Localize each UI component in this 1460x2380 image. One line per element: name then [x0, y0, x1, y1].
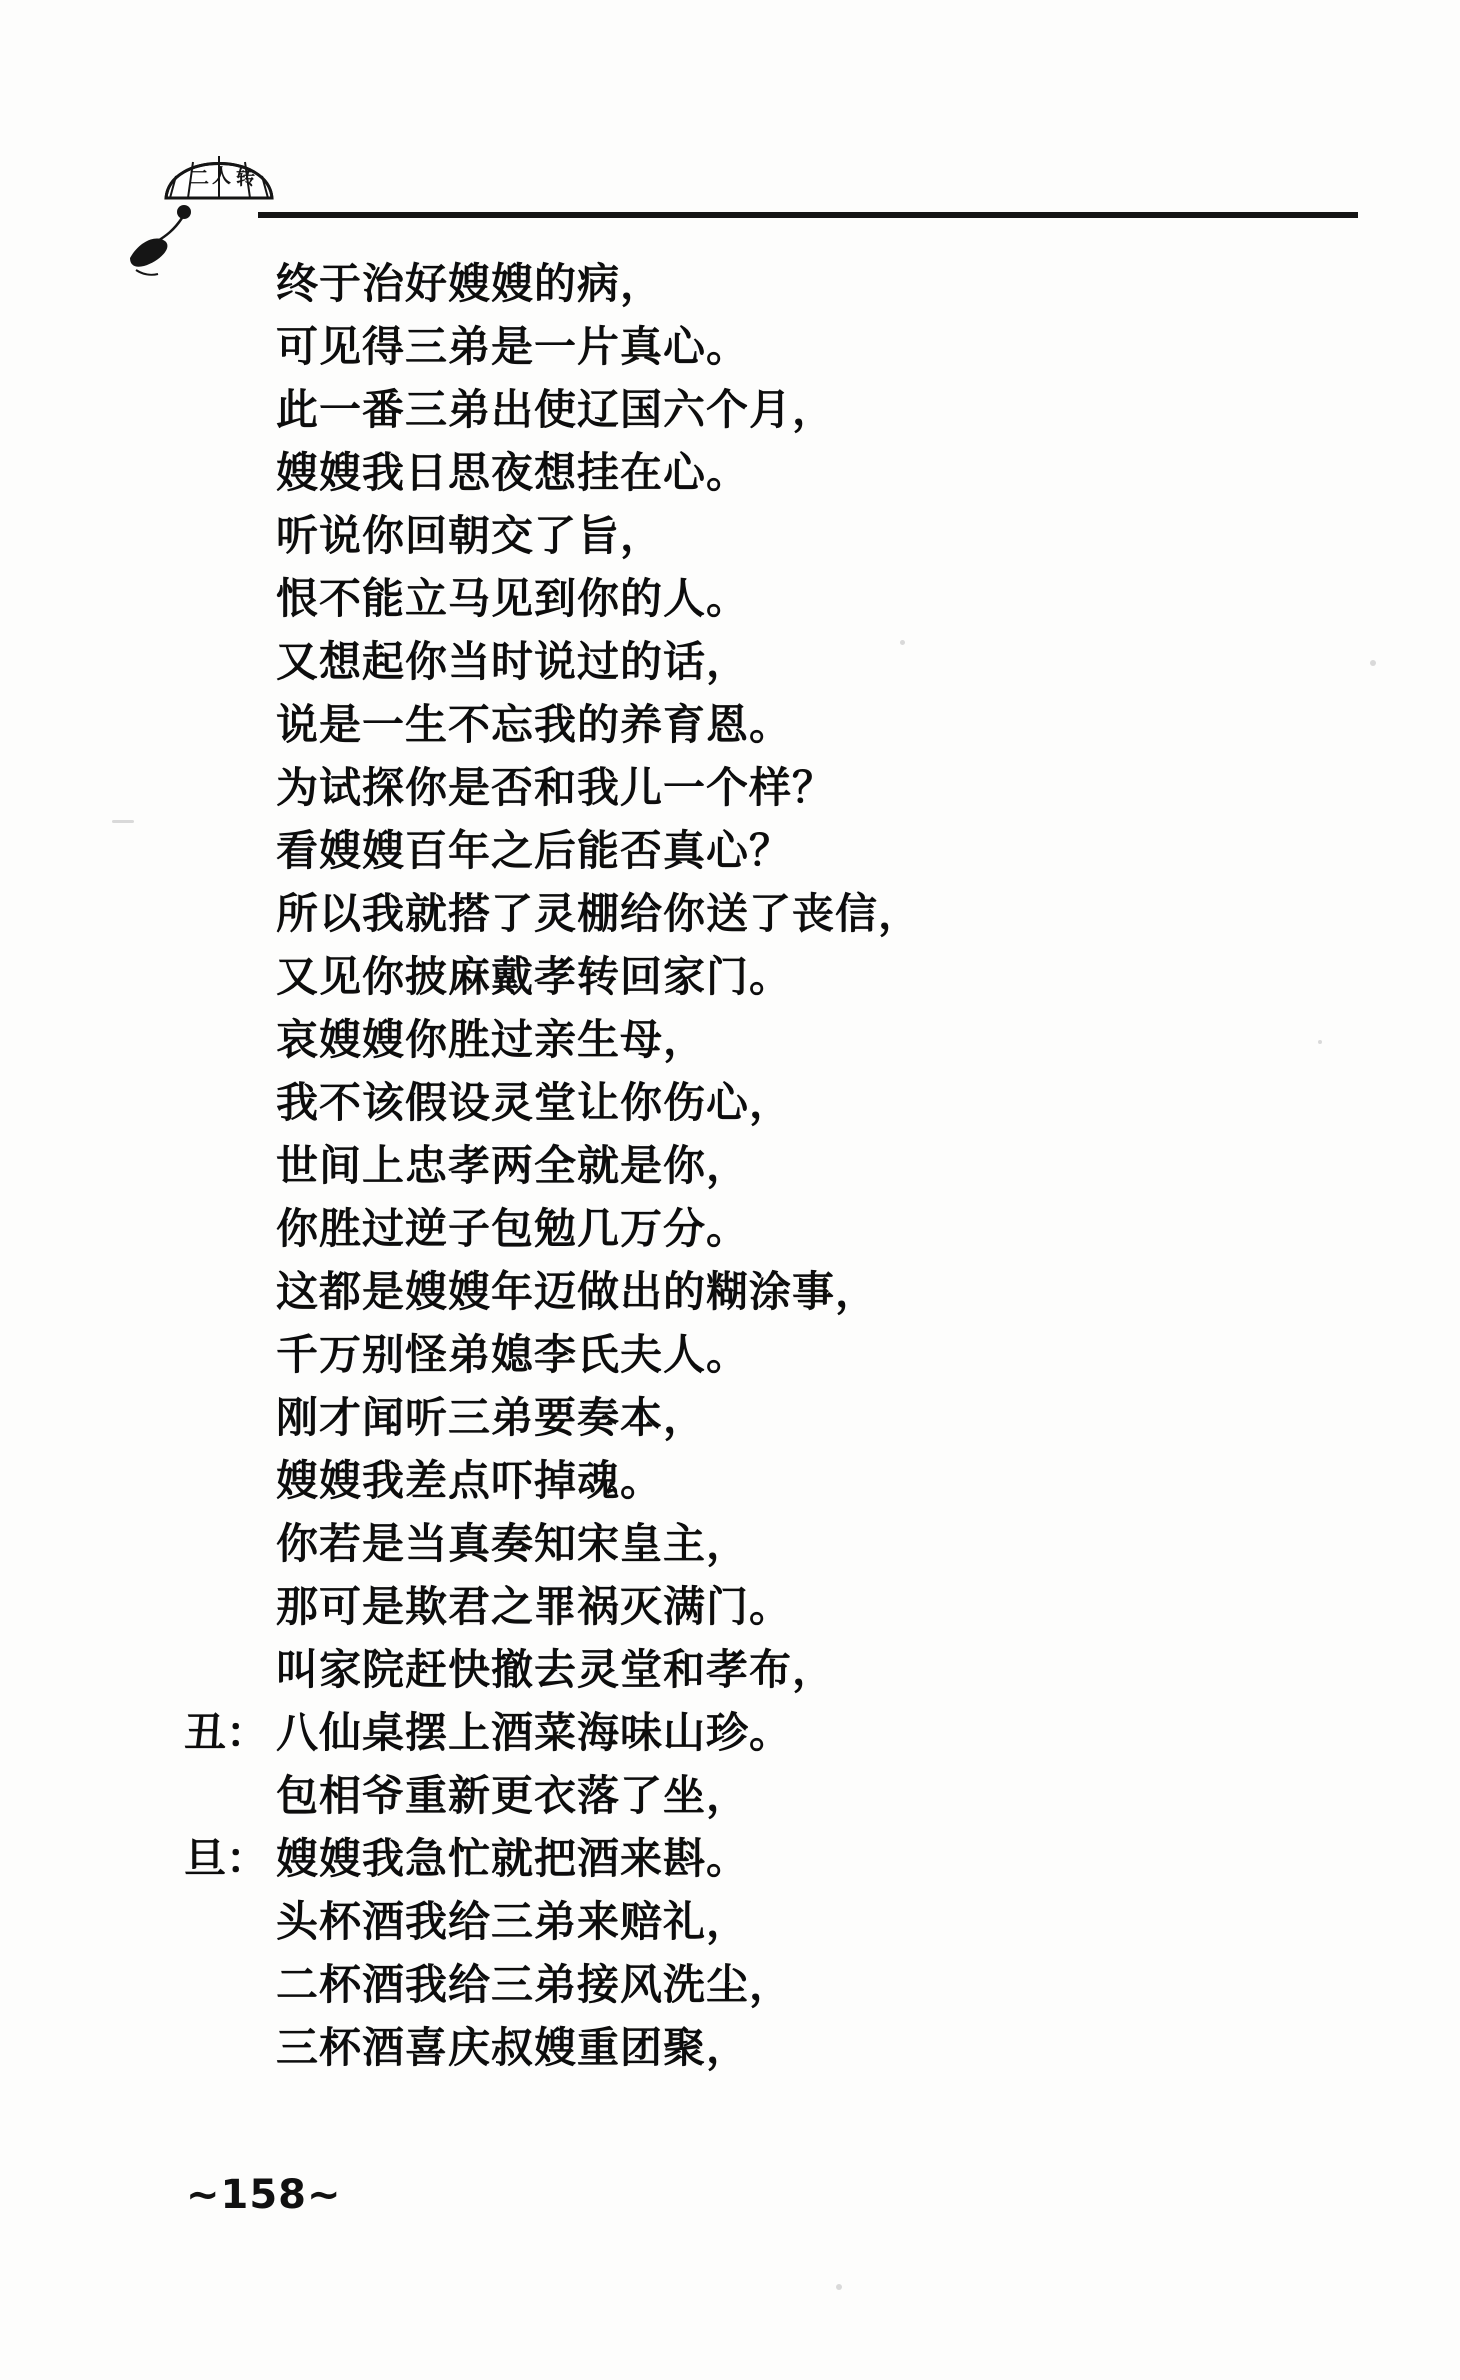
- line-text: 这都是嫂嫂年迈做出的糊涂事，: [276, 1267, 879, 1316]
- line-text: 千万别怪弟媳李氏夫人。: [276, 1330, 750, 1379]
- line-text: 那可是欺君之罪祸灭满门。: [276, 1582, 793, 1631]
- lyric-line: [276, 1260, 1336, 1323]
- tassel-ornament-icon: [122, 200, 232, 310]
- lyric-line: [276, 1953, 1336, 2016]
- svg-text:二: 二: [190, 167, 210, 189]
- lyric-line: [276, 945, 1336, 1008]
- lyric-line: [276, 756, 1336, 819]
- lyric-line: [276, 630, 1336, 693]
- line-text: 你若是当真奏知宋皇主，: [276, 1519, 750, 1568]
- lyric-line: [276, 1386, 1336, 1449]
- line-text: 为试探你是否和我儿一个样？: [276, 763, 836, 812]
- scan-speck: [112, 820, 134, 823]
- svg-text:人: 人: [212, 165, 232, 187]
- line-text: 嫂嫂我急忙就把酒来斟。: [276, 1834, 750, 1883]
- lyric-line: [276, 1071, 1336, 1134]
- line-text: 刚才闻听三弟要奏本，: [276, 1393, 707, 1442]
- lyric-line: [276, 882, 1336, 945]
- line-text: 又见你披麻戴孝转回家门。: [276, 952, 793, 1001]
- line-text: 哀嫂嫂你胜过亲生母，: [276, 1015, 707, 1064]
- line-text: 嫂嫂我差点吓掉魂。: [276, 1456, 664, 1505]
- lyric-line: [276, 1323, 1336, 1386]
- lyric-line: [276, 1449, 1336, 1512]
- line-text: 又想起你当时说过的话，: [276, 637, 750, 686]
- lyric-line: [276, 441, 1336, 504]
- scan-speck: [900, 640, 905, 645]
- lyric-line: [276, 1890, 1336, 1953]
- scan-speck: [836, 2284, 842, 2290]
- line-text: 恨不能立马见到你的人。: [276, 574, 750, 623]
- line-text: 看嫂嫂百年之后能否真心？: [276, 826, 793, 875]
- line-text: 三杯酒喜庆叔嫂重团聚，: [276, 2023, 750, 2072]
- line-text: 可见得三弟是一片真心。: [276, 322, 750, 371]
- lyric-line: [276, 315, 1336, 378]
- line-text: 嫂嫂我日思夜想挂在心。: [276, 448, 750, 497]
- line-text: 叫家院赶快撤去灵堂和孝布，: [276, 1645, 836, 1694]
- line-text: 二杯酒我给三弟接风洗尘，: [276, 1960, 793, 2009]
- header-rule-divider: [258, 212, 1358, 218]
- line-text: 此一番三弟出使辽国六个月，: [276, 385, 836, 434]
- speaker-label: 丑：: [184, 1708, 269, 1757]
- svg-text:转: 转: [236, 167, 256, 189]
- lyric-line: [276, 1134, 1336, 1197]
- scan-speck: [1370, 660, 1376, 666]
- fan-logo-icon: [160, 132, 278, 210]
- lyric-line: [276, 1008, 1336, 1071]
- line-text: 包相爷重新更衣落了坐，: [276, 1771, 750, 1820]
- speaker-label: 旦：: [184, 1834, 269, 1883]
- lyric-line: [276, 1764, 1336, 1827]
- line-text: 听说你回朝交了旨，: [276, 511, 664, 560]
- scan-speck: [1318, 1040, 1322, 1044]
- lyric-line: [276, 1197, 1336, 1260]
- line-text: 我不该假设灵堂让你伤心，: [276, 1078, 793, 1127]
- line-text: 世间上忠孝两全就是你，: [276, 1141, 750, 1190]
- lyric-line: [276, 1512, 1336, 1575]
- line-text: 说是一生不忘我的养育恩。: [276, 700, 793, 749]
- line-text: 八仙桌摆上酒菜海味山珍。: [276, 1708, 793, 1757]
- lyric-line: [276, 504, 1336, 567]
- lyric-line: [276, 1638, 1336, 1701]
- lyric-line: [276, 819, 1336, 882]
- lyric-line: [276, 693, 1336, 756]
- line-text: 头杯酒我给三弟来赔礼，: [276, 1897, 750, 1946]
- lyric-line: [276, 2016, 1336, 2079]
- lyric-line: [276, 252, 1336, 315]
- lyric-line-with-speaker: [184, 1701, 1336, 1764]
- page-number: ~158~: [186, 2172, 342, 2218]
- lyric-line: [276, 1575, 1336, 1638]
- line-text: 终于治好嫂嫂的病，: [276, 259, 664, 308]
- line-text: 所以我就搭了灵棚给你送了丧信，: [276, 889, 922, 938]
- lyric-line: [276, 378, 1336, 441]
- lyric-line: [276, 567, 1336, 630]
- lyric-body: [184, 252, 1336, 2079]
- line-text: 你胜过逆子包勉几万分。: [276, 1204, 750, 1253]
- lyric-line-with-speaker: [184, 1827, 1336, 1890]
